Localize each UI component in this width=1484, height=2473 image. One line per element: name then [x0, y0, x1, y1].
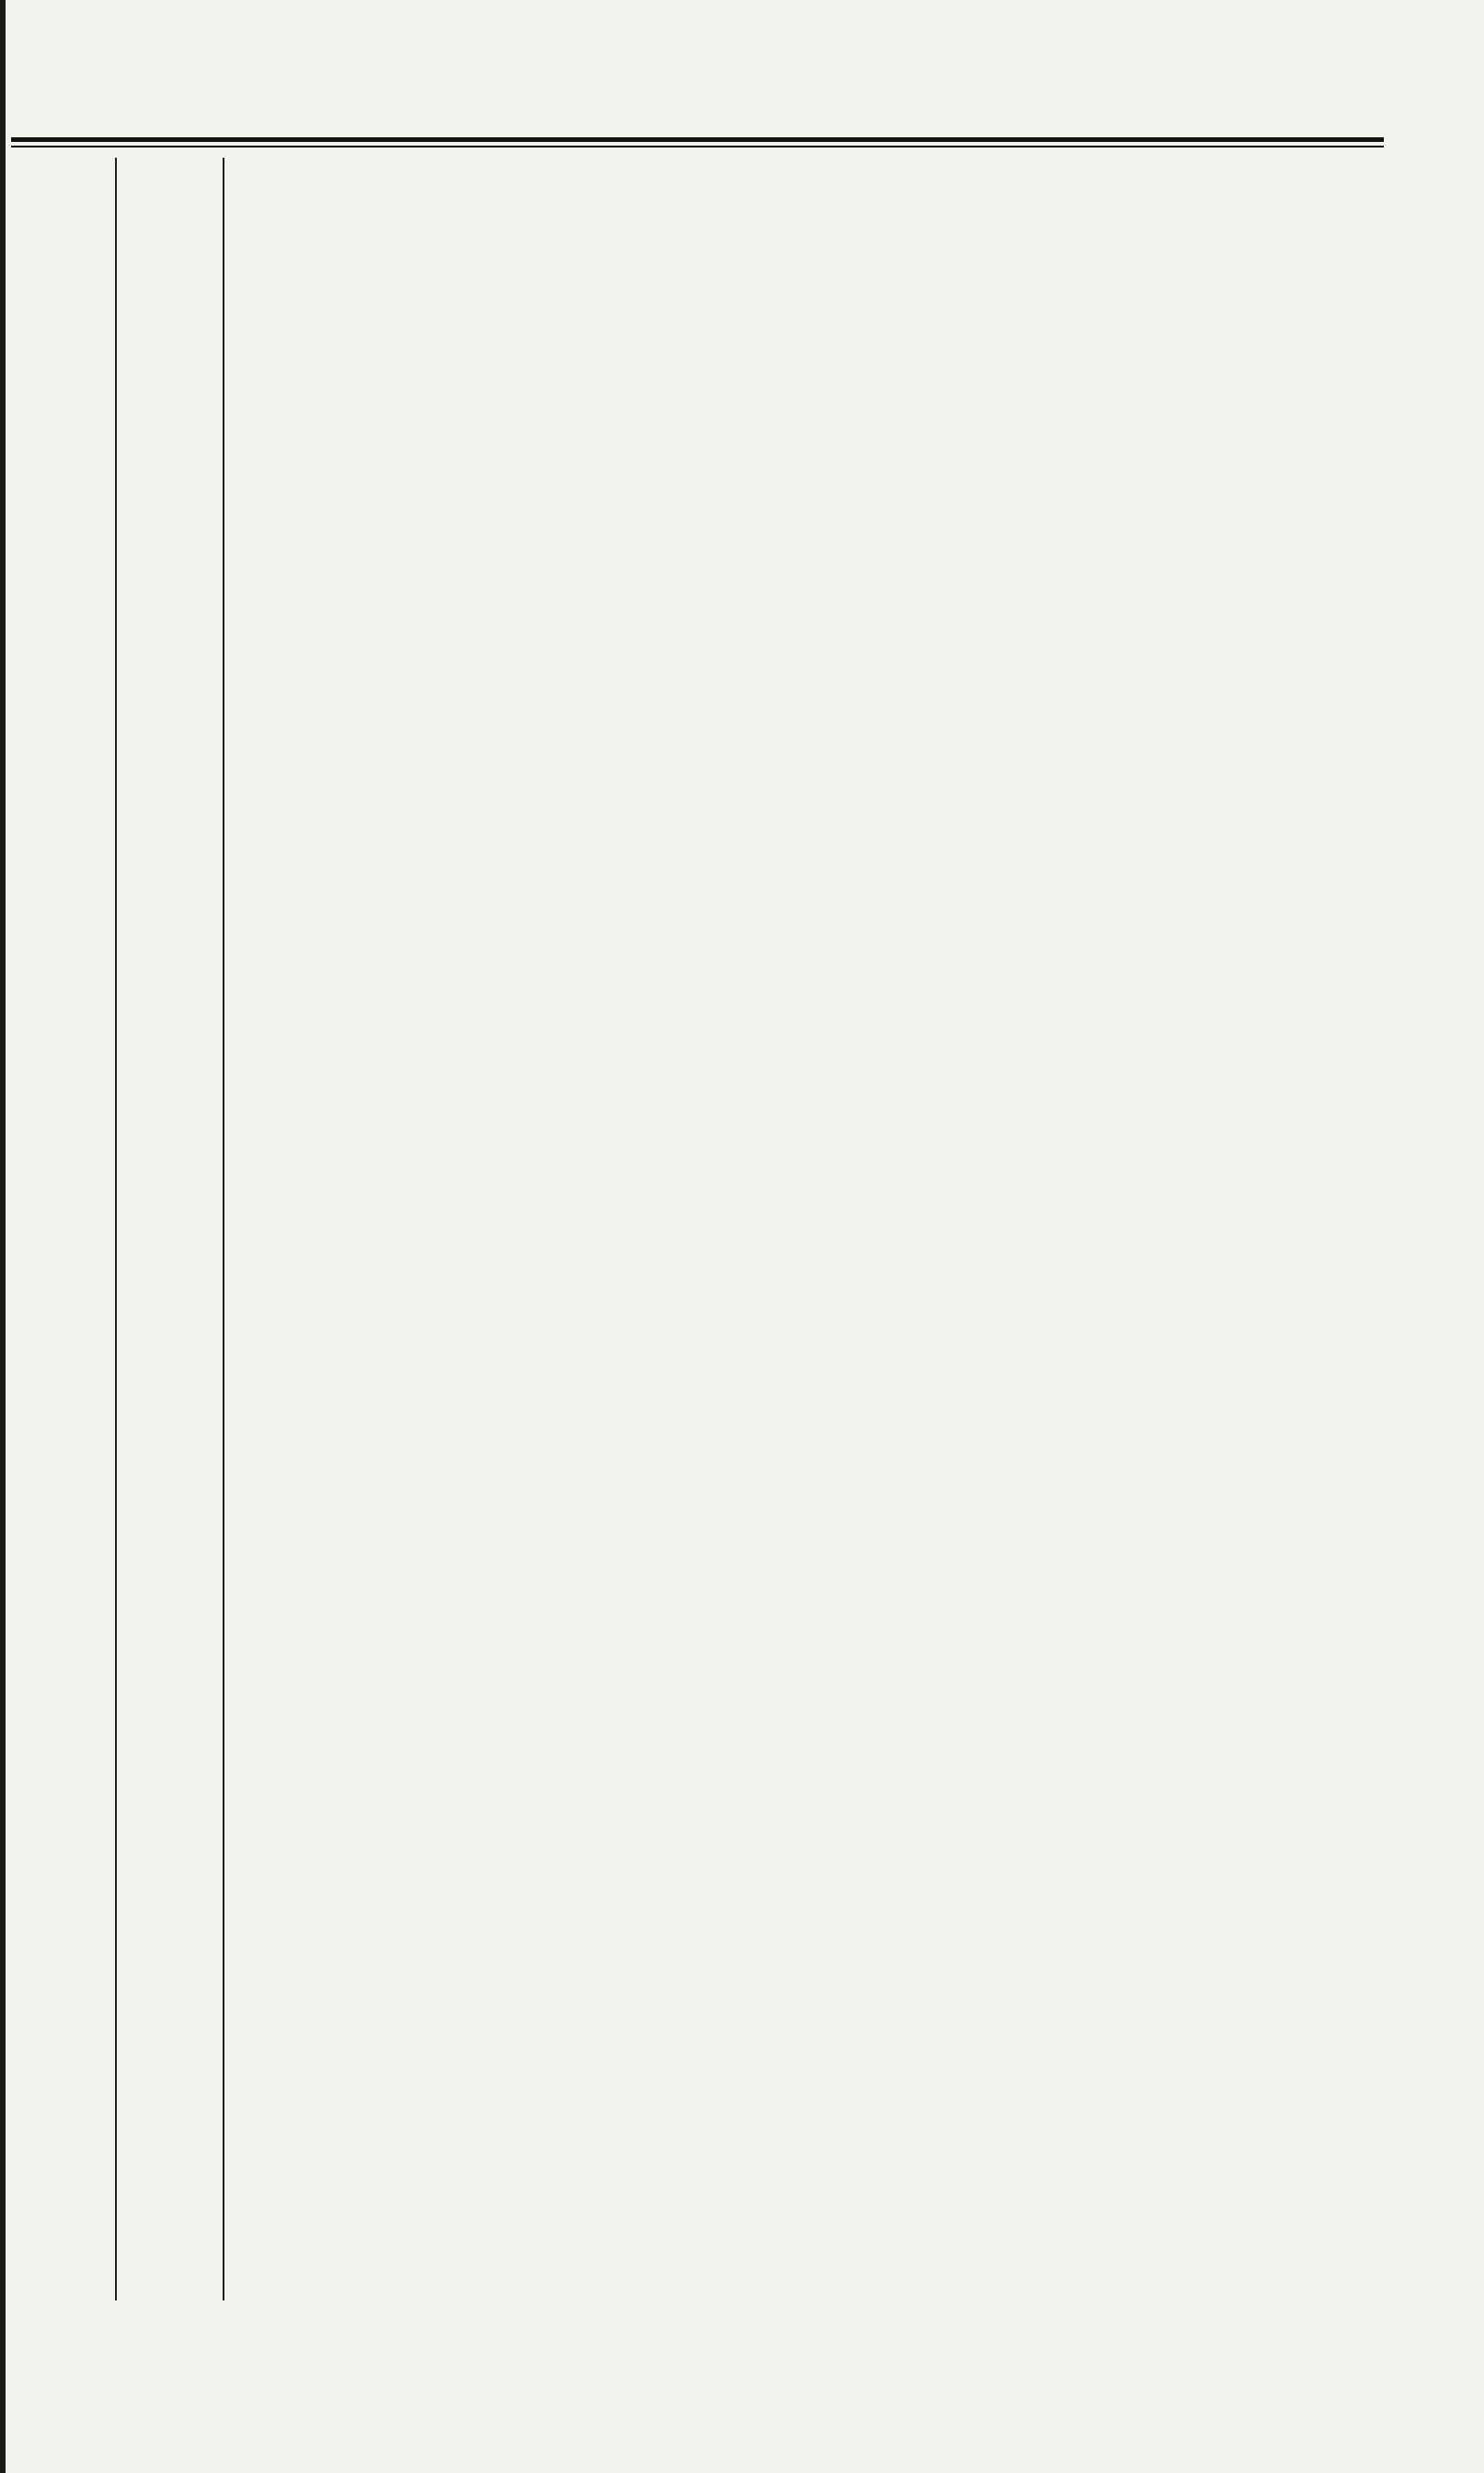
column-divider-number [115, 158, 117, 2300]
header-rule-thin [11, 146, 1384, 147]
page-edge-shadow [0, 0, 6, 2473]
column-divider-district [223, 158, 224, 2300]
header-rule [11, 137, 1384, 142]
